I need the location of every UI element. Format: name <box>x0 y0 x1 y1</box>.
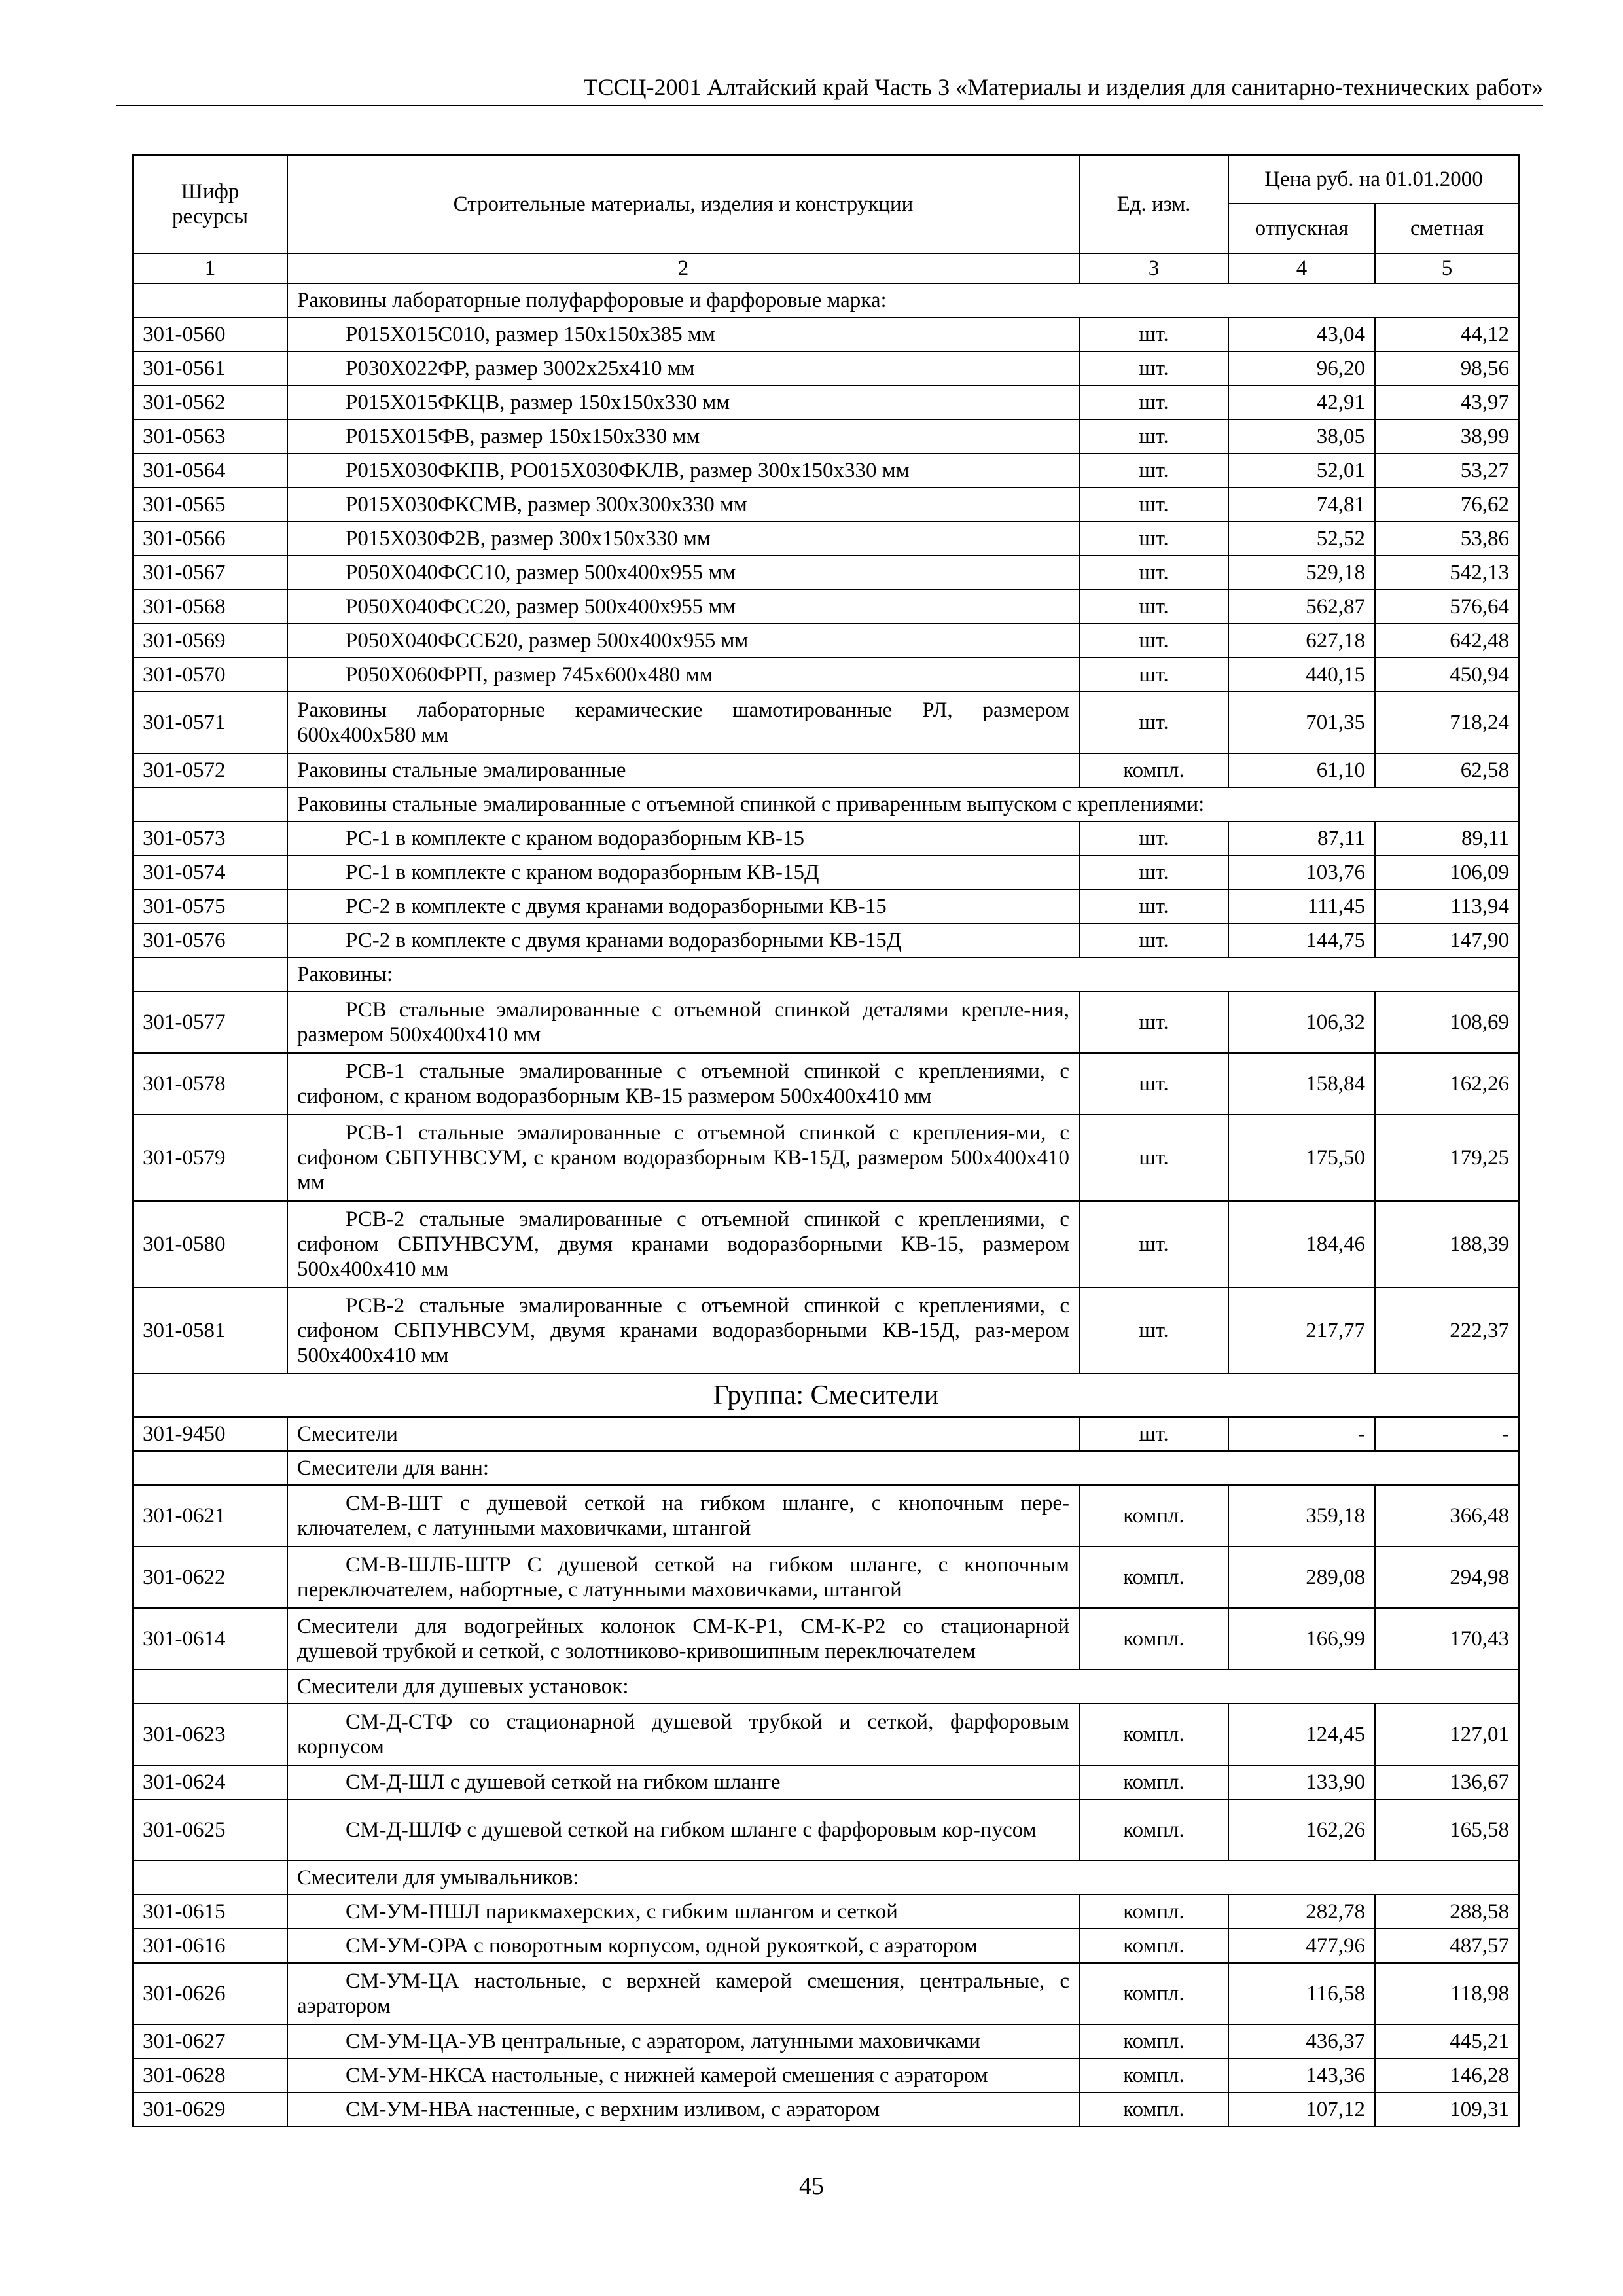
resource-code: 301-0616 <box>133 1929 287 1963</box>
material-name: Р015Х015ФВ, размер 150х150х330 мм <box>287 420 1079 454</box>
table-row <box>133 1417 1519 1451</box>
resource-code: 301-0579 <box>133 1115 287 1201</box>
material-name: СМ-В-ШЛБ-ШТР С душевой сеткой на гибком шланге, с кнопочным переключателем, набортные, с латунными маховичками, штангой <box>287 1547 1079 1608</box>
price-estimate: 366,48 <box>1375 1485 1519 1547</box>
table-row <box>133 522 1519 556</box>
price-release: 627,18 <box>1228 624 1375 658</box>
unit: компл. <box>1079 1608 1228 1670</box>
material-name: РС-1 в комплекте с краном водоразборным КВ-15 <box>287 821 1079 855</box>
table-row <box>133 2024 1519 2058</box>
unit: шт. <box>1079 522 1228 556</box>
column-number: 1 <box>133 253 287 283</box>
material-name: СМ-УМ-ЦА-УВ центральные, с аэратором, латунными маховичками <box>287 2024 1079 2058</box>
material-name: Раковины стальные эмалированные <box>287 753 1079 787</box>
price-estimate: 108,69 <box>1375 992 1519 1053</box>
unit: шт. <box>1079 1201 1228 1287</box>
price-estimate: 146,28 <box>1375 2058 1519 2092</box>
empty-cell <box>133 787 287 821</box>
resource-code: 301-0562 <box>133 386 287 420</box>
header-price-group: Цена руб. на 01.01.2000 <box>1228 155 1519 204</box>
unit: шт. <box>1079 488 1228 522</box>
table-row <box>133 1547 1519 1608</box>
unit: шт. <box>1079 420 1228 454</box>
table-row <box>133 590 1519 624</box>
table-row <box>133 821 1519 855</box>
resource-code: 301-0565 <box>133 488 287 522</box>
material-name: СМ-Д-ШЛ с душевой сеткой на гибком шланге <box>287 1765 1079 1799</box>
unit: компл. <box>1079 1547 1228 1608</box>
resource-code: 301-0629 <box>133 2092 287 2126</box>
price-release: 74,81 <box>1228 488 1375 522</box>
material-name: РС-2 в комплекте с двумя кранами водоразборными КВ-15Д <box>287 924 1079 958</box>
resource-code: 301-0621 <box>133 1485 287 1547</box>
section-title: Раковины лабораторные полуфарфоровые и фарфоровые марка: <box>287 283 1519 317</box>
table-row <box>133 753 1519 787</box>
material-name: Р050Х040ФСС20, размер 500х400х955 мм <box>287 590 1079 624</box>
section-row <box>133 1861 1519 1895</box>
resource-code: 301-0571 <box>133 692 287 753</box>
table-row <box>133 1608 1519 1670</box>
price-release: 158,84 <box>1228 1053 1375 1115</box>
unit: шт. <box>1079 889 1228 924</box>
table-row <box>133 351 1519 386</box>
section-title: Раковины: <box>287 958 1519 992</box>
material-name: СМ-УМ-ЦА настольные, с верхней камерой смешения, центральные, с аэратором <box>287 1963 1079 2024</box>
unit: шт. <box>1079 590 1228 624</box>
price-estimate: 44,12 <box>1375 317 1519 351</box>
price-release: 61,10 <box>1228 753 1375 787</box>
price-release: - <box>1228 1417 1375 1451</box>
price-release: 529,18 <box>1228 556 1375 590</box>
table-row <box>133 1287 1519 1374</box>
unit: шт. <box>1079 1053 1228 1115</box>
price-estimate: 53,27 <box>1375 454 1519 488</box>
price-estimate: 62,58 <box>1375 753 1519 787</box>
material-name: Р015Х030ФКСМВ, размер 300х300х330 мм <box>287 488 1079 522</box>
price-estimate: 170,43 <box>1375 1608 1519 1670</box>
table-row <box>133 1765 1519 1799</box>
section-title: Смесители для умывальников: <box>287 1861 1519 1895</box>
resource-code: 301-0574 <box>133 855 287 889</box>
price-release: 38,05 <box>1228 420 1375 454</box>
unit: компл. <box>1079 1704 1228 1765</box>
empty-cell <box>133 283 287 317</box>
price-release: 111,45 <box>1228 889 1375 924</box>
price-estimate: 450,94 <box>1375 658 1519 692</box>
unit: компл. <box>1079 1485 1228 1547</box>
material-name: РСВ-1 стальные эмалированные с отъемной спинкой с крепления-ми, с сифоном СБПУНВСУМ, с краном водоразборным КВ-15Д, размером 500х400х410 мм <box>287 1115 1079 1201</box>
header-price-release: отпускная <box>1228 204 1375 253</box>
resource-code: 301-0622 <box>133 1547 287 1608</box>
price-estimate: 222,37 <box>1375 1287 1519 1374</box>
price-estimate: 288,58 <box>1375 1895 1519 1929</box>
unit: шт. <box>1079 1287 1228 1374</box>
table-row <box>133 1704 1519 1765</box>
price-release: 103,76 <box>1228 855 1375 889</box>
table-row <box>133 658 1519 692</box>
price-release: 116,58 <box>1228 1963 1375 2024</box>
table-row <box>133 1115 1519 1201</box>
section-row <box>133 787 1519 821</box>
price-estimate: 109,31 <box>1375 2092 1519 2126</box>
price-release: 477,96 <box>1228 1929 1375 1963</box>
material-name: Раковины лабораторные керамические шамотированные РЛ, размером 600х400х580 мм <box>287 692 1079 753</box>
unit: компл. <box>1079 1765 1228 1799</box>
unit: компл. <box>1079 1963 1228 2024</box>
price-release: 282,78 <box>1228 1895 1375 1929</box>
resource-code: 301-0626 <box>133 1963 287 2024</box>
unit: шт. <box>1079 692 1228 753</box>
resource-code: 301-0614 <box>133 1608 287 1670</box>
price-release: 440,15 <box>1228 658 1375 692</box>
price-release: 52,52 <box>1228 522 1375 556</box>
price-release: 87,11 <box>1228 821 1375 855</box>
unit: шт. <box>1079 924 1228 958</box>
header-name: Строительные материалы, изделия и конструкции <box>287 155 1079 253</box>
price-estimate: 43,97 <box>1375 386 1519 420</box>
price-estimate: 38,99 <box>1375 420 1519 454</box>
price-estimate: 576,64 <box>1375 590 1519 624</box>
header-price-estimate: сметная <box>1375 204 1519 253</box>
material-name: Р030Х022ФР, размер 3002х25х410 мм <box>287 351 1079 386</box>
section-title: Смесители для душевых установок: <box>287 1670 1519 1704</box>
price-release: 144,75 <box>1228 924 1375 958</box>
price-estimate: 188,39 <box>1375 1201 1519 1287</box>
material-name: Смесители для водогрейных колонок СМ-К-Р1, СМ-К-Р2 со стационарной душевой трубкой и сеткой, с золотниково-кривошипным переключателем <box>287 1608 1079 1670</box>
material-name: СМ-УМ-НВА настенные, с верхним изливом, с аэратором <box>287 2092 1079 2126</box>
unit: шт. <box>1079 454 1228 488</box>
table-row <box>133 855 1519 889</box>
column-number: 5 <box>1375 253 1519 283</box>
material-name: Р050Х060ФРП, размер 745х600х480 мм <box>287 658 1079 692</box>
material-name: РСВ-2 стальные эмалированные с отъемной спинкой с креплениями, с сифоном СБПУНВСУМ, двумя кранами водоразборными КВ-15, размером 500х400х410 мм <box>287 1201 1079 1287</box>
price-release: 106,32 <box>1228 992 1375 1053</box>
column-number: 3 <box>1079 253 1228 283</box>
resource-code: 301-0628 <box>133 2058 287 2092</box>
unit: шт. <box>1079 556 1228 590</box>
resource-code: 301-0572 <box>133 753 287 787</box>
table-row <box>133 692 1519 753</box>
unit: шт. <box>1079 317 1228 351</box>
resource-code: 301-0623 <box>133 1704 287 1765</box>
price-estimate: 294,98 <box>1375 1547 1519 1608</box>
resource-code: 301-9450 <box>133 1417 287 1451</box>
material-name: СМ-УМ-НКСА настольные, с нижней камерой смешения с аэратором <box>287 2058 1079 2092</box>
group-row <box>133 1374 1519 1417</box>
price-release: 175,50 <box>1228 1115 1375 1201</box>
material-name: РСВ стальные эмалированные с отъемной спинкой деталями крепле-ния, размером 500х400х410 мм <box>287 992 1079 1053</box>
table-row <box>133 420 1519 454</box>
material-name: Р015Х030ФКПВ, РО015Х030ФКЛВ, размер 300х150х330 мм <box>287 454 1079 488</box>
material-name: Смесители <box>287 1417 1079 1451</box>
price-release: 143,36 <box>1228 2058 1375 2092</box>
price-estimate: 113,94 <box>1375 889 1519 924</box>
header-code: Шифр ресурсы <box>133 155 287 253</box>
price-estimate: 76,62 <box>1375 488 1519 522</box>
price-estimate: 127,01 <box>1375 1704 1519 1765</box>
material-name: Р015Х015ФКЦВ, размер 150х150х330 мм <box>287 386 1079 420</box>
unit: компл. <box>1079 753 1228 787</box>
price-release: 43,04 <box>1228 317 1375 351</box>
material-name: СМ-УМ-ПШЛ парикмахерских, с гибким шлангом и сеткой <box>287 1895 1079 1929</box>
unit: компл. <box>1079 2092 1228 2126</box>
resource-code: 301-0578 <box>133 1053 287 1115</box>
price-estimate: 136,67 <box>1375 1765 1519 1799</box>
table-body <box>133 283 1519 2126</box>
material-name: Р050Х040ФССБ20, размер 500х400х955 мм <box>287 624 1079 658</box>
price-release: 289,08 <box>1228 1547 1375 1608</box>
resource-code: 301-0568 <box>133 590 287 624</box>
price-estimate: 162,26 <box>1375 1053 1519 1115</box>
material-name: СМ-Д-ШЛФ с душевой сеткой на гибком шланге с фарфоровым кор-пусом <box>287 1799 1079 1861</box>
resource-code: 301-0625 <box>133 1799 287 1861</box>
unit: компл. <box>1079 2024 1228 2058</box>
resource-code: 301-0563 <box>133 420 287 454</box>
price-release: 52,01 <box>1228 454 1375 488</box>
table-row <box>133 889 1519 924</box>
table-row <box>133 1053 1519 1115</box>
price-release: 107,12 <box>1228 2092 1375 2126</box>
table-header <box>133 155 1519 283</box>
material-name: СМ-В-ШТ с душевой сеткой на гибком шланге, с кнопочным пере-ключателем, с латунными маховичками, штангой <box>287 1485 1079 1547</box>
table-row <box>133 317 1519 351</box>
price-estimate: 642,48 <box>1375 624 1519 658</box>
price-estimate: 718,24 <box>1375 692 1519 753</box>
table-row <box>133 1929 1519 1963</box>
unit: компл. <box>1079 1929 1228 1963</box>
table-row <box>133 1799 1519 1861</box>
material-name: СМ-УМ-ОРА с поворотным корпусом, одной рукояткой, с аэратором <box>287 1929 1079 1963</box>
empty-cell <box>133 1451 287 1485</box>
unit: шт. <box>1079 855 1228 889</box>
empty-cell <box>133 958 287 992</box>
unit: шт. <box>1079 992 1228 1053</box>
document-title: ТССЦ-2001 Алтайский край Часть 3 «Материалы и изделия для санитарно-технических работ» <box>583 74 1543 100</box>
material-name: Р015Х015С010, размер 150х150х385 мм <box>287 317 1079 351</box>
material-name: РСВ-2 стальные эмалированные с отъемной спинкой с креплениями, с сифоном СБПУНВСУМ, двумя кранами водоразборными КВ-15Д, раз-мером 500х400х410 мм <box>287 1287 1079 1374</box>
table-row <box>133 992 1519 1053</box>
page-header <box>116 0 1543 106</box>
price-estimate: 445,21 <box>1375 2024 1519 2058</box>
table-row <box>133 2092 1519 2126</box>
resource-code: 301-0566 <box>133 522 287 556</box>
price-release: 162,26 <box>1228 1799 1375 1861</box>
section-row <box>133 1670 1519 1704</box>
unit: шт. <box>1079 1417 1228 1451</box>
table-row <box>133 1963 1519 2024</box>
unit: шт. <box>1079 1115 1228 1201</box>
group-title: Группа: Смесители <box>133 1374 1519 1417</box>
resource-code: 301-0573 <box>133 821 287 855</box>
table-row <box>133 488 1519 522</box>
price-estimate: 165,58 <box>1375 1799 1519 1861</box>
price-release: 96,20 <box>1228 351 1375 386</box>
price-release: 133,90 <box>1228 1765 1375 1799</box>
unit: шт. <box>1079 351 1228 386</box>
resource-code: 301-0627 <box>133 2024 287 2058</box>
section-title: Раковины стальные эмалированные с отъемной спинкой с приваренным выпуском с креплениями: <box>287 787 1519 821</box>
table-row <box>133 624 1519 658</box>
resource-code: 301-0575 <box>133 889 287 924</box>
header-unit: Ед. изм. <box>1079 155 1228 253</box>
section-row <box>133 283 1519 317</box>
section-title: Смесители для ванн: <box>287 1451 1519 1485</box>
price-estimate: 487,57 <box>1375 1929 1519 1963</box>
table-row <box>133 386 1519 420</box>
material-name: Р050Х040ФСС10, размер 500х400х955 мм <box>287 556 1079 590</box>
price-release: 184,46 <box>1228 1201 1375 1287</box>
resource-code: 301-0581 <box>133 1287 287 1374</box>
price-release: 562,87 <box>1228 590 1375 624</box>
price-release: 124,45 <box>1228 1704 1375 1765</box>
price-release: 166,99 <box>1228 1608 1375 1670</box>
material-name: РС-1 в комплекте с краном водоразборным КВ-15Д <box>287 855 1079 889</box>
unit: компл. <box>1079 1895 1228 1929</box>
price-release: 359,18 <box>1228 1485 1375 1547</box>
material-name: Р015Х030Ф2В, размер 300х150х330 мм <box>287 522 1079 556</box>
price-estimate: 98,56 <box>1375 351 1519 386</box>
price-estimate: 53,86 <box>1375 522 1519 556</box>
price-estimate: 179,25 <box>1375 1115 1519 1201</box>
section-row <box>133 1451 1519 1485</box>
table-row <box>133 556 1519 590</box>
unit: шт. <box>1079 658 1228 692</box>
resource-code: 301-0615 <box>133 1895 287 1929</box>
resource-code: 301-0576 <box>133 924 287 958</box>
column-number: 4 <box>1228 253 1375 283</box>
unit: шт. <box>1079 386 1228 420</box>
price-release: 701,35 <box>1228 692 1375 753</box>
resource-code: 301-0577 <box>133 992 287 1053</box>
price-estimate: 118,98 <box>1375 1963 1519 2024</box>
resource-code: 301-0580 <box>133 1201 287 1287</box>
price-release: 436,37 <box>1228 2024 1375 2058</box>
page-number: 45 <box>799 2172 824 2200</box>
table-row <box>133 1485 1519 1547</box>
unit: компл. <box>1079 1799 1228 1861</box>
resource-code: 301-0560 <box>133 317 287 351</box>
unit: шт. <box>1079 624 1228 658</box>
resource-code: 301-0564 <box>133 454 287 488</box>
resource-code: 301-0561 <box>133 351 287 386</box>
price-release: 217,77 <box>1228 1287 1375 1374</box>
table-row <box>133 924 1519 958</box>
table-row <box>133 454 1519 488</box>
price-estimate: 106,09 <box>1375 855 1519 889</box>
table-row <box>133 1201 1519 1287</box>
material-name: РСВ-1 стальные эмалированные с отъемной спинкой с креплениями, с сифоном, с краном водоразборным КВ-15 размером 500х400х410 мм <box>287 1053 1079 1115</box>
price-estimate: 542,13 <box>1375 556 1519 590</box>
price-estimate: - <box>1375 1417 1519 1451</box>
resource-code: 301-0624 <box>133 1765 287 1799</box>
table-row <box>133 2058 1519 2092</box>
price-estimate: 147,90 <box>1375 924 1519 958</box>
empty-cell <box>133 1861 287 1895</box>
price-release: 42,91 <box>1228 386 1375 420</box>
unit: компл. <box>1079 2058 1228 2092</box>
table-row <box>133 1895 1519 1929</box>
resource-code: 301-0569 <box>133 624 287 658</box>
price-table <box>132 154 1520 2127</box>
material-name: РС-2 в комплекте с двумя кранами водоразборными КВ-15 <box>287 889 1079 924</box>
section-row <box>133 958 1519 992</box>
empty-cell <box>133 1670 287 1704</box>
resource-code: 301-0567 <box>133 556 287 590</box>
price-estimate: 89,11 <box>1375 821 1519 855</box>
unit: шт. <box>1079 821 1228 855</box>
material-name: СМ-Д-СТФ со стационарной душевой трубкой и сеткой, фарфоровым корпусом <box>287 1704 1079 1765</box>
resource-code: 301-0570 <box>133 658 287 692</box>
column-number: 2 <box>287 253 1079 283</box>
